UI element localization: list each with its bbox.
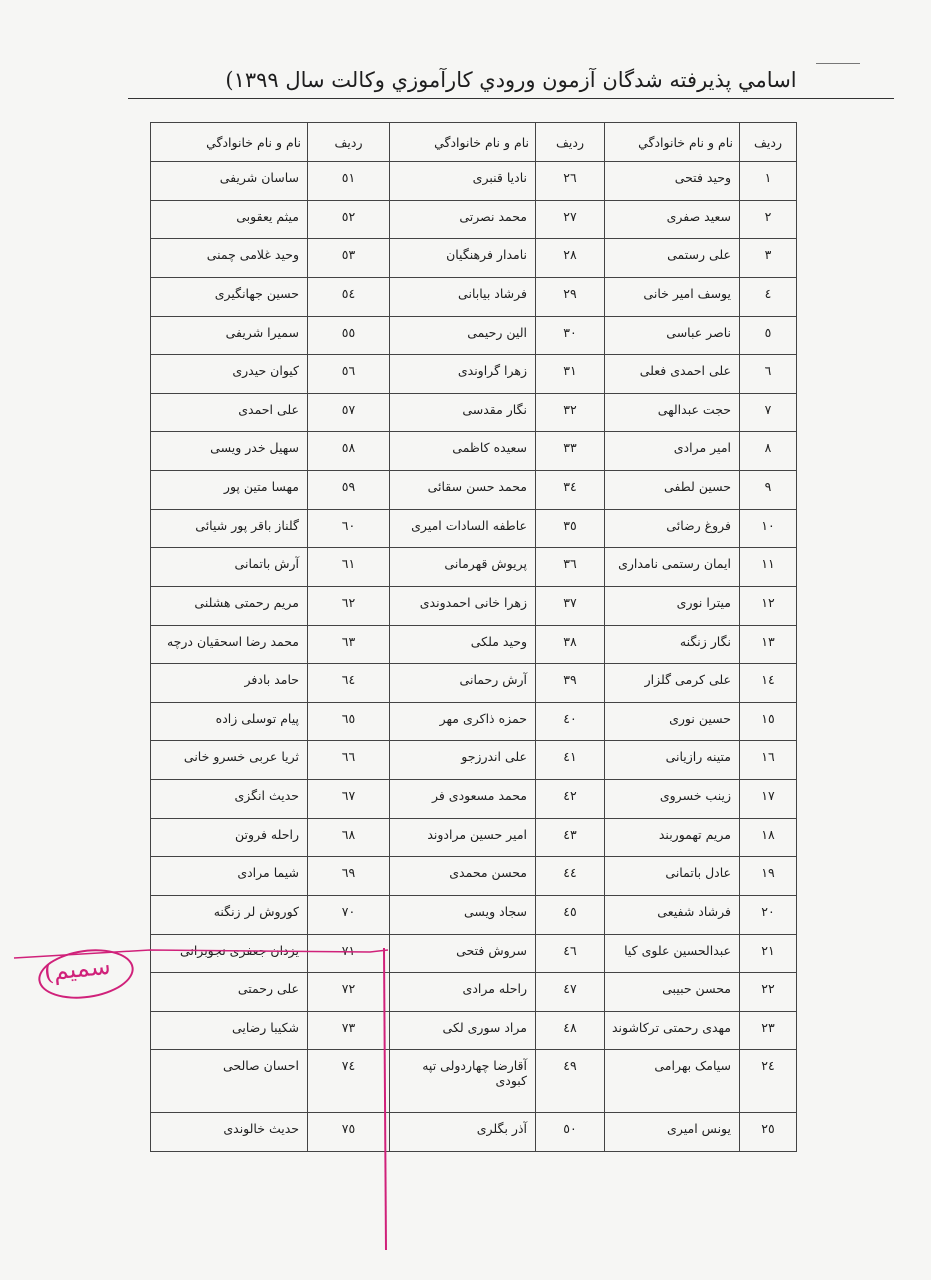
header-radif: رديف	[308, 123, 390, 162]
person-name: الین رحیمی	[390, 316, 536, 355]
row-number: ٧٤	[308, 1050, 390, 1113]
table-row	[151, 857, 797, 896]
row-number: ٤٥	[536, 895, 605, 934]
row-number: ٢٧	[536, 200, 605, 239]
header-radif: رديف	[536, 123, 605, 162]
table-row	[151, 625, 797, 664]
table-row	[151, 934, 797, 973]
table-row	[151, 741, 797, 780]
title-overline	[816, 63, 860, 64]
row-number: ٢	[740, 200, 797, 239]
row-number: ٧٠	[308, 895, 390, 934]
row-number: ٥٦	[308, 355, 390, 394]
row-number: ٥٣	[308, 239, 390, 278]
row-number: ١٨	[740, 818, 797, 857]
person-name: راحله فروتن	[151, 818, 308, 857]
row-number: ٣٨	[536, 625, 605, 664]
person-name: علی رستمی	[605, 239, 740, 278]
table-row	[151, 780, 797, 819]
person-name: علی احمدی	[151, 393, 308, 432]
row-number: ٣٦	[536, 548, 605, 587]
table-row	[151, 702, 797, 741]
row-number: ٢٣	[740, 1011, 797, 1050]
row-number: ٦٢	[308, 586, 390, 625]
row-number: ١٥	[740, 702, 797, 741]
table-row	[151, 1113, 797, 1152]
table-row	[151, 393, 797, 432]
person-name: یونس امیری	[605, 1113, 740, 1152]
row-number: ٤٢	[536, 780, 605, 819]
row-number: ٢٨	[536, 239, 605, 278]
row-number: ٤	[740, 277, 797, 316]
row-number: ٥٩	[308, 471, 390, 510]
person-name: شکیبا رضایی	[151, 1011, 308, 1050]
row-number: ١٦	[740, 741, 797, 780]
row-number: ١٤	[740, 664, 797, 703]
person-name: سمیرا شریفی	[151, 316, 308, 355]
person-name: پیام توسلی زاده	[151, 702, 308, 741]
person-name: یوسف امیر خانی	[605, 277, 740, 316]
person-name: حسین لطفی	[605, 471, 740, 510]
row-number: ١٠	[740, 509, 797, 548]
person-name: علی احمدی فعلی	[605, 355, 740, 394]
person-name: محمد مسعودی فر	[390, 780, 536, 819]
person-name: زهرا گراوندی	[390, 355, 536, 394]
person-name: آذر بگلری	[390, 1113, 536, 1152]
person-name: نگار زنگنه	[605, 625, 740, 664]
person-name: وحید فتحی	[605, 162, 740, 201]
person-name: مهدی رحمتی ترکاشوند	[605, 1011, 740, 1050]
person-name: سیامک بهرامی	[605, 1050, 740, 1113]
person-name: میثم یعقوبی	[151, 200, 308, 239]
person-name: ساسان شریفی	[151, 162, 308, 201]
row-number: ١٢	[740, 586, 797, 625]
table-body	[151, 123, 797, 1152]
row-number: ٣	[740, 239, 797, 278]
row-number: ٤٩	[536, 1050, 605, 1113]
table-row	[151, 432, 797, 471]
row-number: ٦٨	[308, 818, 390, 857]
person-name: متینه رازیانی	[605, 741, 740, 780]
person-name: مراد سوری لکی	[390, 1011, 536, 1050]
header-name: نام و نام خانوادگي	[151, 123, 308, 162]
person-name: زهرا خانی احمدوندی	[390, 586, 536, 625]
person-name: کوروش لر زنگنه	[151, 895, 308, 934]
row-number: ٦١	[308, 548, 390, 587]
person-name: وحید غلامی چمنی	[151, 239, 308, 278]
person-name: عبدالحسین علوی کیا	[605, 934, 740, 973]
row-number: ٩	[740, 471, 797, 510]
row-number: ٦٠	[308, 509, 390, 548]
row-number: ٥١	[308, 162, 390, 201]
person-name: عاطفه السادات امیری	[390, 509, 536, 548]
row-number: ٧١	[308, 934, 390, 973]
row-number: ٤٤	[536, 857, 605, 896]
table-row	[151, 586, 797, 625]
table-row	[151, 239, 797, 278]
person-name: نگار مقدسی	[390, 393, 536, 432]
person-name: پریوش قهرمانی	[390, 548, 536, 587]
row-number: ١٩	[740, 857, 797, 896]
person-name: محسن محمدی	[390, 857, 536, 896]
person-name: سروش فتحی	[390, 934, 536, 973]
row-number: ٣٩	[536, 664, 605, 703]
person-name: وحید ملکی	[390, 625, 536, 664]
row-number: ٤٨	[536, 1011, 605, 1050]
row-number: ١٧	[740, 780, 797, 819]
row-number: ٣٧	[536, 586, 605, 625]
person-name: امیر حسین مرادوند	[390, 818, 536, 857]
person-name: علی کرمی گلزار	[605, 664, 740, 703]
header-radif: رديف	[740, 123, 797, 162]
row-number: ٦٧	[308, 780, 390, 819]
person-name: مریم رحمتی هشلنی	[151, 586, 308, 625]
table-row	[151, 200, 797, 239]
table-row	[151, 1011, 797, 1050]
person-name: فروغ رضائی	[605, 509, 740, 548]
table-row	[151, 973, 797, 1012]
person-name: سعید صفری	[605, 200, 740, 239]
person-name: ثریا عربی خسرو خانی	[151, 741, 308, 780]
table-row	[151, 162, 797, 201]
person-name: حمزه ذاکری مهر	[390, 702, 536, 741]
row-number: ٦٣	[308, 625, 390, 664]
row-number: ٥٥	[308, 316, 390, 355]
person-name: نادیا قنبری	[390, 162, 536, 201]
person-name: آقارضا چهاردولی تپه کبودی	[390, 1050, 536, 1113]
row-number: ٧٢	[308, 973, 390, 1012]
row-number: ٨	[740, 432, 797, 471]
person-name: حدیث انگزی	[151, 780, 308, 819]
row-number: ٥	[740, 316, 797, 355]
row-number: ٦٦	[308, 741, 390, 780]
row-number: ٥٢	[308, 200, 390, 239]
table-header-row	[151, 123, 797, 162]
row-number: ٣٥	[536, 509, 605, 548]
table-row	[151, 471, 797, 510]
row-number: ٤٠	[536, 702, 605, 741]
person-name: امیر مرادی	[605, 432, 740, 471]
person-name: فرشاد بیابانی	[390, 277, 536, 316]
person-name: شیما مرادی	[151, 857, 308, 896]
row-number: ٤١	[536, 741, 605, 780]
person-name: نامدار فرهنگیان	[390, 239, 536, 278]
row-number: ١٣	[740, 625, 797, 664]
table-row	[151, 1050, 797, 1113]
row-number: ٧٥	[308, 1113, 390, 1152]
person-name: محمد رضا اسحقیان درچه	[151, 625, 308, 664]
row-number: ٣٣	[536, 432, 605, 471]
row-number: ٣٢	[536, 393, 605, 432]
person-name: سعیده کاظمی	[390, 432, 536, 471]
person-name: احسان صالحی	[151, 1050, 308, 1113]
row-number: ٧٣	[308, 1011, 390, 1050]
table-row	[151, 277, 797, 316]
row-number: ٢١	[740, 934, 797, 973]
row-number: ٢٤	[740, 1050, 797, 1113]
person-name: علی اندرزجو	[390, 741, 536, 780]
person-name: فرشاد شفیعی	[605, 895, 740, 934]
header-name: نام و نام خانوادگي	[390, 123, 536, 162]
row-number: ٢٥	[740, 1113, 797, 1152]
person-name: یزدان جعفری نجوبرانی	[151, 934, 308, 973]
row-number: ٣١	[536, 355, 605, 394]
header-name: نام و نام خانوادگي	[605, 123, 740, 162]
title-underline	[128, 98, 894, 99]
person-name: زینب خسروی	[605, 780, 740, 819]
row-number: ٦٥	[308, 702, 390, 741]
row-number: ٣٠	[536, 316, 605, 355]
person-name: مریم تهموربند	[605, 818, 740, 857]
person-name: ناصر عباسی	[605, 316, 740, 355]
row-number: ٧	[740, 393, 797, 432]
row-number: ٥٨	[308, 432, 390, 471]
table-row	[151, 664, 797, 703]
person-name: ایمان رستمی نامداری	[605, 548, 740, 587]
row-number: ٦	[740, 355, 797, 394]
person-name: آرش رحمانی	[390, 664, 536, 703]
row-number: ٦٤	[308, 664, 390, 703]
row-number: ٤٧	[536, 973, 605, 1012]
table-row	[151, 316, 797, 355]
row-number: ٢٩	[536, 277, 605, 316]
person-name: مهسا متین پور	[151, 471, 308, 510]
person-name: حسین نوری	[605, 702, 740, 741]
row-number: ٦٩	[308, 857, 390, 896]
person-name: حامد بادفر	[151, 664, 308, 703]
person-name: راحله مرادی	[390, 973, 536, 1012]
row-number: ٢٢	[740, 973, 797, 1012]
person-name: محمد نصرتی	[390, 200, 536, 239]
person-name: میترا نوری	[605, 586, 740, 625]
person-name: علی رحمتی	[151, 973, 308, 1012]
person-name: حسین جهانگیری	[151, 277, 308, 316]
row-number: ١١	[740, 548, 797, 587]
row-number: ١	[740, 162, 797, 201]
row-number: ٥٤	[308, 277, 390, 316]
person-name: آرش باتمانی	[151, 548, 308, 587]
person-name: گلناز باقر پور شیائی	[151, 509, 308, 548]
person-name: سهیل خدر ویسی	[151, 432, 308, 471]
table-row	[151, 509, 797, 548]
row-number: ٤٣	[536, 818, 605, 857]
document-title: اسامي پذيرفته شدگان آزمون ورودي كارآموزي وكالت سال ١٣٩٩)	[225, 68, 797, 92]
row-number: ٥٧	[308, 393, 390, 432]
person-name: کیوان حیدری	[151, 355, 308, 394]
person-name: حجت عبدالهی	[605, 393, 740, 432]
person-name: محمد حسن سقائی	[390, 471, 536, 510]
row-number: ٣٤	[536, 471, 605, 510]
table-row	[151, 895, 797, 934]
person-name: سجاد ویسی	[390, 895, 536, 934]
admitted-list-table	[150, 122, 797, 1152]
table-row	[151, 548, 797, 587]
row-number: ٤٦	[536, 934, 605, 973]
table-row	[151, 818, 797, 857]
table-row	[151, 355, 797, 394]
person-name: محسن حبیبی	[605, 973, 740, 1012]
row-number: ٢٦	[536, 162, 605, 201]
handwritten-stamp: (سمیم	[42, 951, 112, 987]
row-number: ٥٠	[536, 1113, 605, 1152]
person-name: حدیث خالوندی	[151, 1113, 308, 1152]
person-name: عادل باتمانی	[605, 857, 740, 896]
row-number: ٢٠	[740, 895, 797, 934]
